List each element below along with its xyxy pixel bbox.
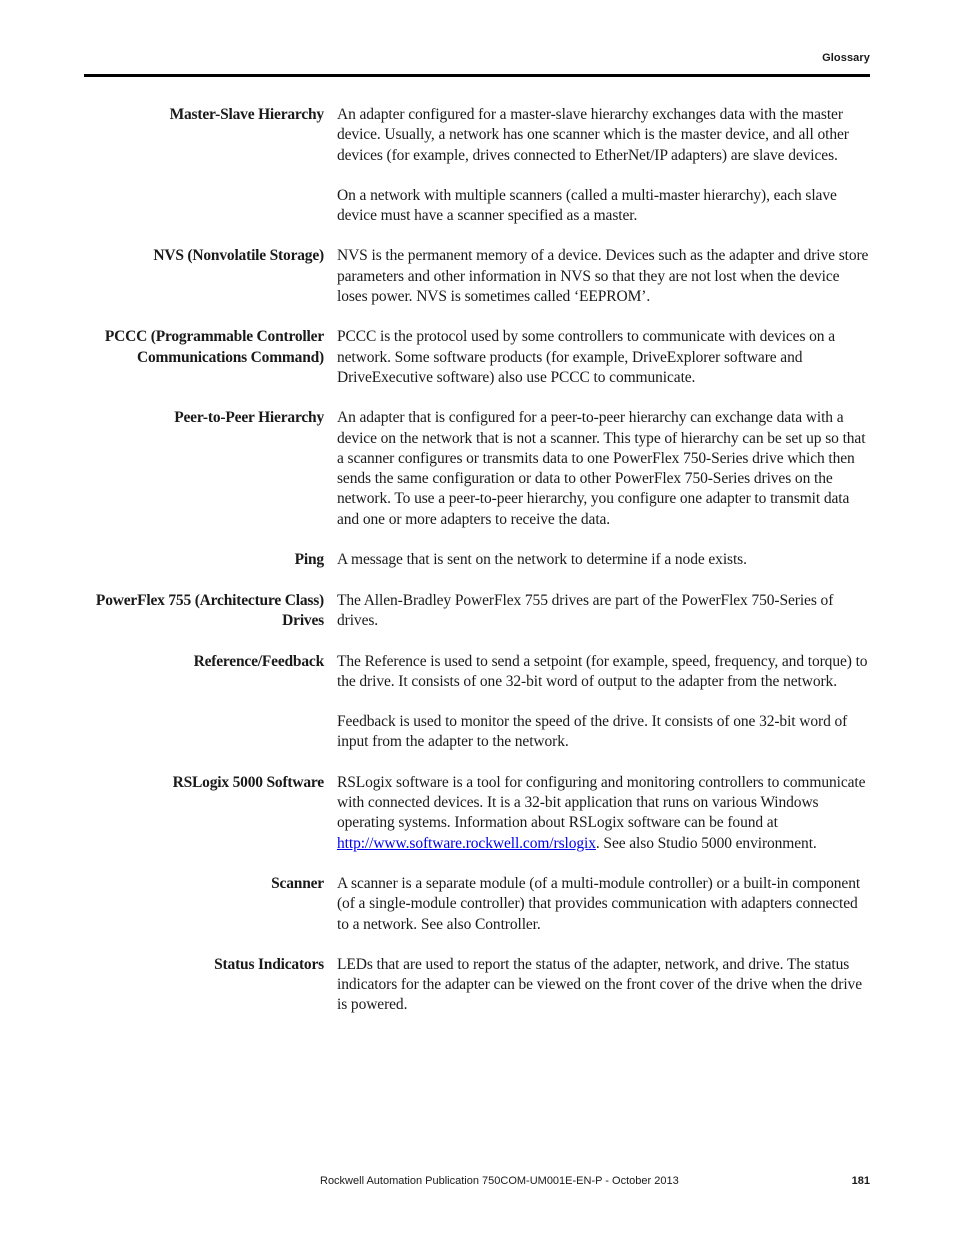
- glossary-entry-pccc: [84, 327, 870, 388]
- glossary-entry-nvs: [84, 246, 870, 307]
- definition-paragraph: PCCC is the protocol used by some controllers to communicate with devices on a network. Some software products (for example, DriveExplorer software and DriveExecutive software) also use PCCC to communicate.: [337, 328, 836, 386]
- definition-paragraph: A message that is sent on the network to determine if a node exists.: [337, 551, 747, 569]
- glossary-definition: [337, 591, 870, 632]
- definition-paragraph: An adapter that is configured for a peer-to-peer hierarchy can exchange data with a device on the network that is not a scanner. This type of hierarchy can be set up so that a scanner configures or transmits data to one PowerFlex 750-Series drive which then sends the same configuration or data to other PowerFlex 750-Series drives on the network. To use a peer-to-peer hierarchy, you configure one adapter to transmit data and one or more adapters to receive the data.: [337, 409, 866, 528]
- definition-paragraph: The Reference is used to send a setpoint (for example, speed, frequency, and torque) to the drive. It consists of one 32-bit word of output to the adapter from the network.: [337, 652, 868, 690]
- definition-paragraph: NVS is the permanent memory of a device. Devices such as the adapter and drive store parameters and other information in NVS so that they are not lost when the device loses power. NVS is sometimes called ‘EEPROM’.: [337, 247, 869, 306]
- glossary-definition: [337, 550, 870, 571]
- glossary-term: RSLogix 5000 Software: [172, 773, 324, 791]
- page-number: 181: [851, 1175, 870, 1187]
- glossary-entry-powerflex-755: [84, 591, 870, 632]
- glossary-definition: [337, 408, 870, 530]
- glossary-definition: [337, 773, 870, 854]
- definition-paragraph: LEDs that are used to report the status of the adapter, network, and drive. The status indicators for the adapter can be viewed on the front cover of the drive when the drive is powered.: [337, 955, 862, 1014]
- section-title: Glossary: [822, 52, 870, 64]
- glossary-definition: [337, 105, 870, 226]
- glossary-term: PowerFlex 755 (Architecture Class) Drives: [95, 591, 324, 630]
- glossary-entry-ping: [84, 550, 870, 571]
- glossary-term: Master-Slave Hierarchy: [169, 106, 324, 123]
- glossary-term: PCCC (Programmable Controller Communications Command): [104, 328, 324, 366]
- glossary-definition: [337, 246, 870, 307]
- glossary-list: [84, 105, 870, 1036]
- definition-paragraph: The Allen-Bradley PowerFlex 755 drives are part of the PowerFlex 750-Series of drives.: [337, 591, 834, 629]
- rslogix-link[interactable]: http://www.software.rockwell.com/rslogix: [337, 834, 596, 852]
- footer-publication: Rockwell Automation Publication 750COM-UM001E-EN-P - October 2013: [320, 1175, 679, 1187]
- definition-paragraph: [337, 773, 870, 854]
- glossary-entry-rslogix: [84, 773, 870, 854]
- glossary-entry-status-indicators: [84, 955, 870, 1016]
- glossary-term: Peer-to-Peer Hierarchy: [174, 409, 324, 427]
- header-rule: [84, 74, 870, 77]
- glossary-definition: [337, 874, 870, 935]
- definition-text: RSLogix software is a tool for configuring and monitoring controllers to communicate with connected devices. It is a 32-bit application that runs on various Windows operating systems. Information about RSLogix software can be found at: [337, 773, 866, 832]
- glossary-entry-scanner: [84, 874, 870, 935]
- glossary-term: Ping: [294, 551, 324, 569]
- glossary-term: NVS (Nonvolatile Storage): [153, 247, 324, 265]
- definition-paragraph: An adapter configured for a master-slave hierarchy exchanges data with the master device. Usually, a network has one scanner which is the master device, and all other devices (for example, drives connected to EtherNet/IP adapters) are slave devices.: [337, 106, 849, 164]
- definition-paragraph: On a network with multiple scanners (called a multi-master hierarchy), each slave device must have a scanner specified as a master.: [337, 186, 837, 225]
- glossary-entry-peer-to-peer: [84, 408, 870, 530]
- glossary-definition: [337, 652, 870, 753]
- glossary-term: Scanner: [271, 874, 324, 892]
- glossary-definition: [337, 955, 870, 1016]
- glossary-entry-master-slave: [84, 105, 870, 226]
- glossary-entry-reference-feedback: [84, 652, 870, 753]
- glossary-term: Status Indicators: [214, 955, 324, 973]
- glossary-definition: [337, 327, 870, 388]
- definition-paragraph: A scanner is a separate module (of a multi-module controller) or a built-in component (of a single-module controller) that provides communication with adapters connected to a network. See also Controller.: [337, 874, 861, 933]
- definition-text: . See also Studio 5000 environment.: [595, 834, 817, 852]
- definition-paragraph: Feedback is used to monitor the speed of the drive. It consists of one 32-bit word of input from the adapter to the network.: [337, 713, 848, 751]
- glossary-term: Reference/Feedback: [193, 652, 324, 670]
